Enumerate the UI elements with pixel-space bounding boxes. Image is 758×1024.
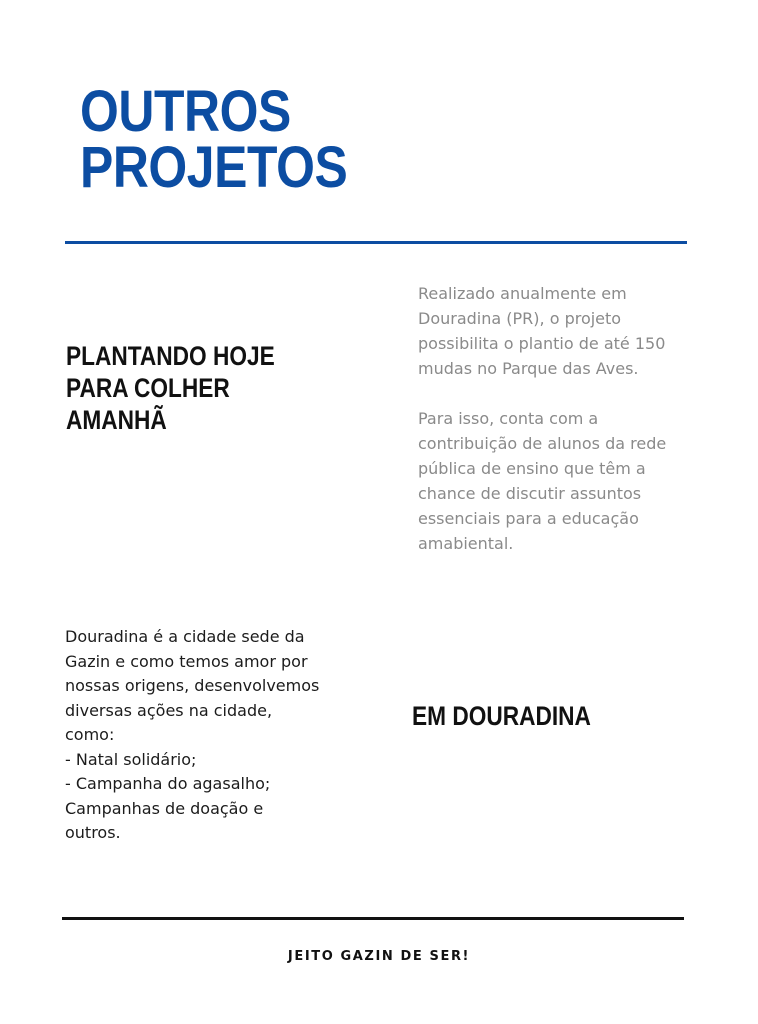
page-title-line-2: PROJETOS <box>80 135 348 200</box>
douradina-line: diversas ações na cidade, <box>65 700 273 720</box>
title-divider <box>65 241 687 244</box>
plantando-heading-line-1: PLANTANDO HOJE <box>66 341 275 371</box>
douradina-description <box>65 625 355 846</box>
plantando-heading-line-3: AMANHÃ <box>66 405 167 435</box>
douradina-line: - Natal solidário; <box>65 749 197 769</box>
page-title <box>80 79 348 200</box>
douradina-line: Gazin e como temos amor por <box>65 651 308 671</box>
plantando-heading-line-2: PARA COLHER <box>66 373 230 403</box>
douradina-line: outros. <box>65 823 121 842</box>
douradina-line: Douradina é a cidade sede da <box>65 627 305 646</box>
douradina-line: como: <box>65 725 115 744</box>
plantando-description <box>418 281 698 556</box>
page-title-line-1: OUTROS <box>80 79 291 144</box>
douradina-line: - Campanha do agasalho; <box>65 774 271 793</box>
footer-tagline: JEITO GAZIN DE SER! <box>287 949 471 964</box>
douradina-line: Campanhas de doação e <box>65 798 264 818</box>
plantando-paragraph-1: Realizado anualmente em Douradina (PR), o projeto possibilita o plantio de até 150 mudas no Parque das Aves. <box>418 284 666 378</box>
douradina-heading: EM DOURADINA <box>412 701 591 731</box>
footer-divider <box>62 917 684 920</box>
plantando-paragraph-2: Para isso, conta com a contribuição de alunos da rede pública de ensino que têm a chance de discutir assuntos essenciais para a educação amabiental. <box>418 409 667 553</box>
douradina-line: nossas origens, desenvolvemos <box>65 676 320 695</box>
plantando-heading <box>66 340 318 436</box>
